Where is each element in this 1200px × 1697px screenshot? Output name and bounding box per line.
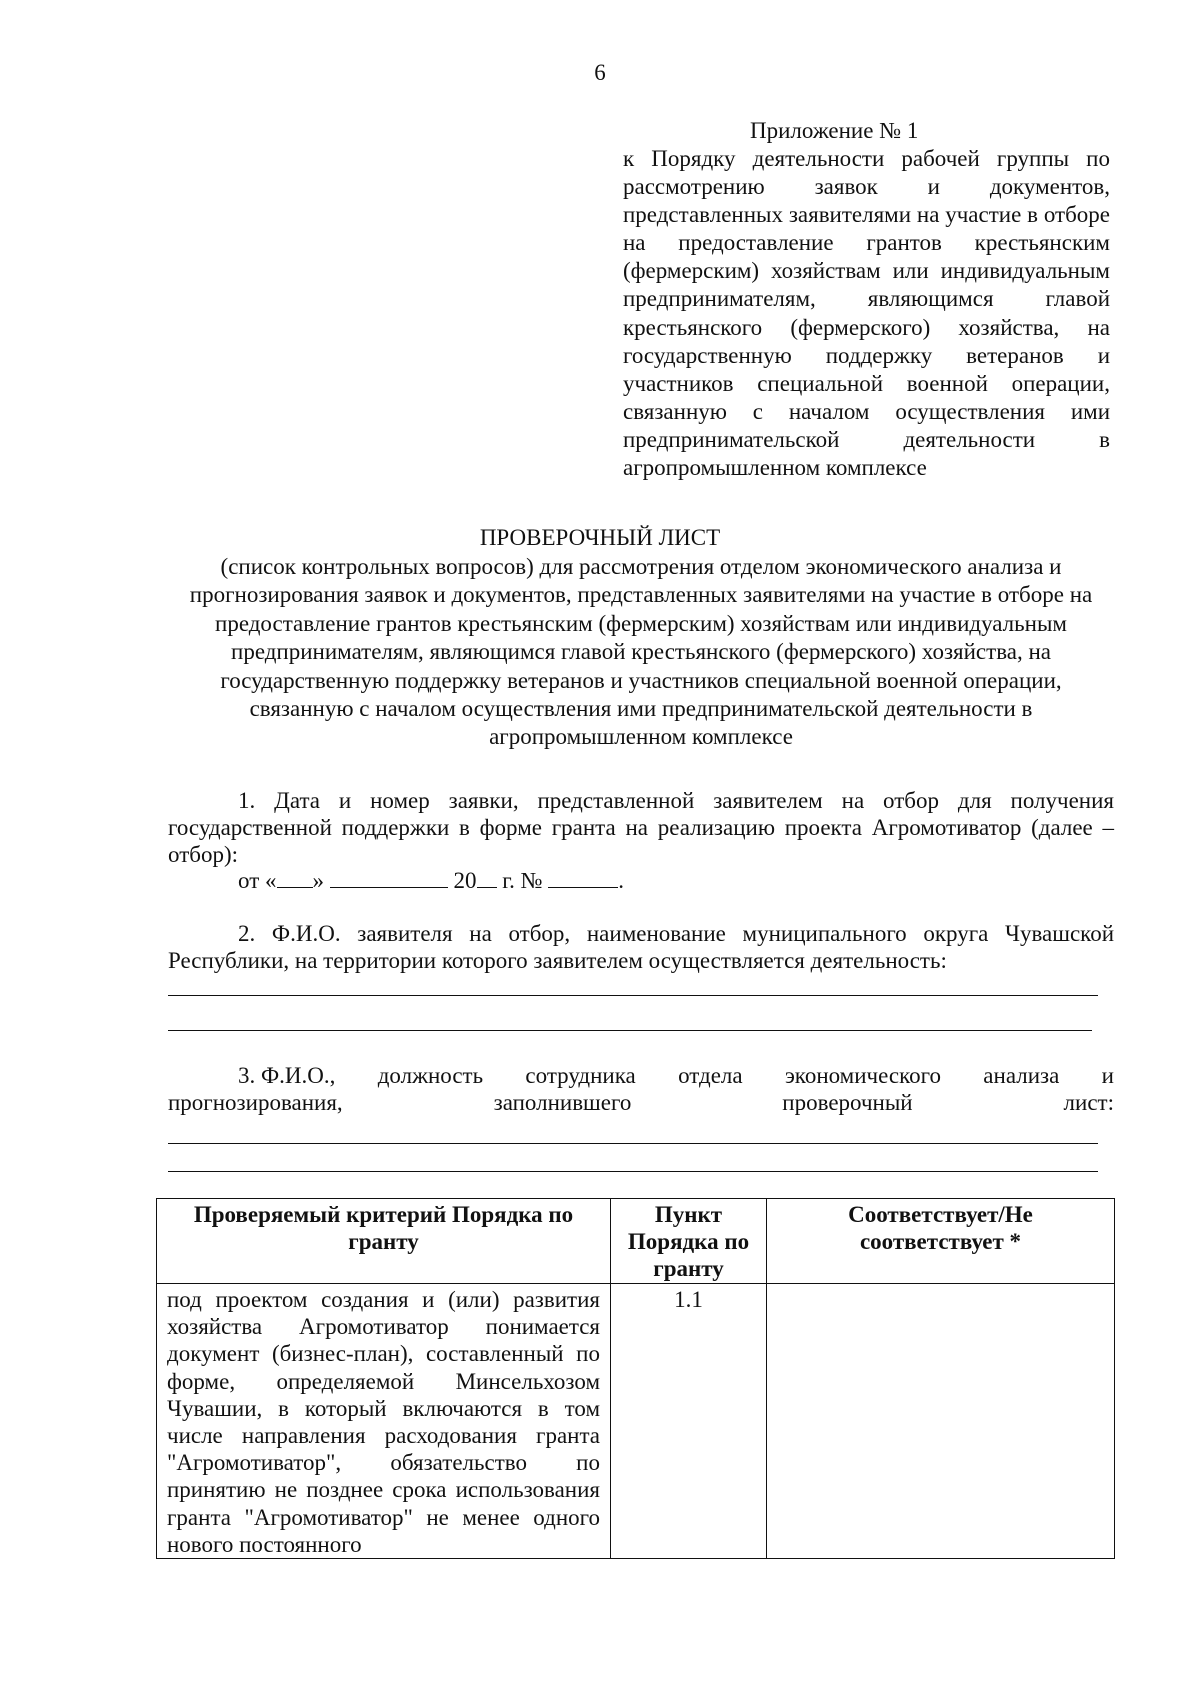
criteria-table	[156, 1198, 1115, 1559]
header-criterion: Проверяемый критерий Порядка по гранту	[157, 1199, 611, 1284]
item-3-word: отдела	[678, 1063, 743, 1088]
applicant-fill-line-1[interactable]	[168, 995, 1098, 996]
item-3-word: анализа	[983, 1063, 1060, 1088]
item-3-line-2	[168, 1089, 1114, 1116]
employee-fill-line-2[interactable]	[168, 1171, 1098, 1172]
item-3-word: заполнившего	[493, 1090, 632, 1115]
date-number-line	[238, 867, 624, 894]
header-clause: Пункт Порядка по гранту	[611, 1199, 767, 1284]
year-prefix: 20	[453, 868, 477, 893]
item-3-word: прогнозирования,	[168, 1090, 343, 1115]
compliance-cell[interactable]	[767, 1284, 1115, 1559]
appendix-title: Приложение № 1	[750, 118, 919, 143]
item-3-word: экономического	[784, 1063, 941, 1088]
table-row	[157, 1284, 1115, 1559]
criterion-cell: под проектом создания и (или) развития хозяйства Агромотиватор понимается документ (бизнес-план), составленный по форме, определяемой Минсельхозом Чувашии, в который включаются в том числе направления расходования гранта "Агромотиватор", обязательство по принятию не позднее срока использования гранта "Агромотиватор" не менее одного нового постоянного	[157, 1284, 611, 1559]
item-1-text: 1. Дата и номер заявки, представленной заявителем на отбор для получения государственной поддержки в форме гранта на реализацию проекта Агромотиватор (далее – отбор):	[168, 788, 1114, 867]
item-2	[168, 920, 1114, 974]
date-close-quote: »	[312, 868, 324, 893]
item-3-line-1	[168, 1062, 1114, 1089]
date-prefix: от «	[238, 868, 277, 893]
number-label: г. №	[502, 868, 543, 893]
table-header-row	[157, 1199, 1115, 1284]
item-3-word: лист:	[1063, 1090, 1114, 1115]
item-3-word: и	[1101, 1063, 1114, 1088]
item-3	[168, 1062, 1114, 1116]
number-blank[interactable]	[548, 867, 618, 888]
item-3-word: должность	[377, 1063, 484, 1088]
month-blank[interactable]	[330, 867, 448, 888]
item-3-word: 3. Ф.И.О.,	[238, 1063, 336, 1088]
document-subtitle: (список контрольных вопросов) для рассмотрения отделом экономического анализа и прогнозирования заявок и документов, представленных заявителями на участие в отборе на предоставление грантов крестьянским (фермерским) хозяйствам или индивидуальным предпринимателям, являющимся главой крестьянского (фермерского) хозяйства, на государственную поддержку ветеранов и участников специальной военной операции, связанную с началом осуществления ими предпринимательской деятельности в агропромышленном комплексе	[189, 554, 1093, 750]
item-1	[168, 787, 1114, 868]
appendix-body: к Порядку деятельности рабочей группы по рассмотрению заявок и документов, представленных заявителями на участие в отборе на предоставление грантов крестьянским (фермерским) хозяйствам или индивидуальным предпринимателям, являющимся главой крестьянского (фермерского) хозяйства, на государственную поддержку ветеранов и участников специальной военной операции, связанную с началом осуществления ими предпринимательской деятельности в агропромышленном комплексе	[623, 146, 1110, 481]
item-3-word: сотрудника	[525, 1063, 636, 1088]
item-2-text: 2. Ф.И.О. заявителя на отбор, наименование муниципального округа Чувашской Республики, на территории которого заявителем осуществляется деятельность:	[168, 921, 1114, 973]
day-blank[interactable]	[277, 867, 313, 888]
year-blank[interactable]	[477, 867, 497, 888]
header-compliance: Соответствует/Не соответствует *	[767, 1199, 1115, 1284]
clause-cell: 1.1	[611, 1284, 767, 1559]
page-number: 6	[594, 60, 606, 85]
document-title: ПРОВЕРОЧНЫЙ ЛИСТ	[479, 525, 721, 550]
applicant-fill-line-2[interactable]	[168, 1030, 1092, 1031]
item-3-word: проверочный	[782, 1090, 913, 1115]
end-period: .	[618, 868, 625, 893]
employee-fill-line-1[interactable]	[168, 1143, 1098, 1144]
